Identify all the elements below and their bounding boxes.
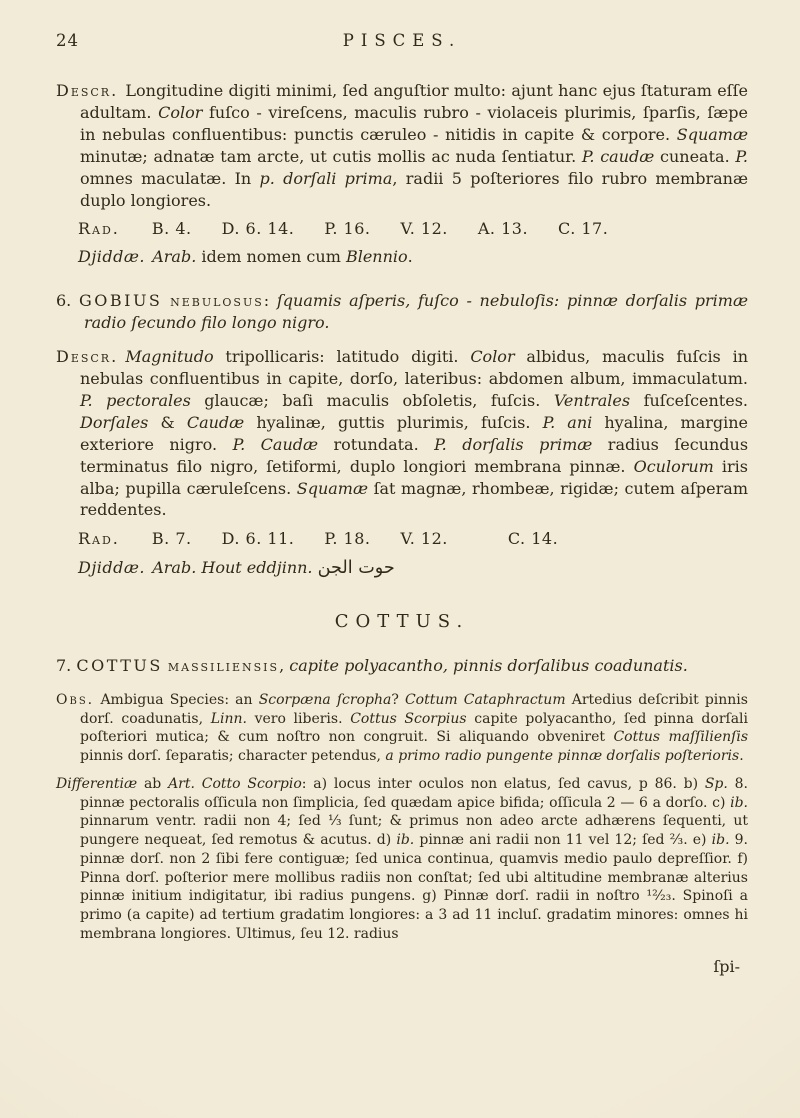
text-segment: Cotto Scorpio bbox=[201, 775, 302, 792]
ray-count-dorsal: D. 6. 14. bbox=[221, 219, 295, 239]
text-segment: Ventrales bbox=[553, 390, 631, 410]
text-segment: 8. pinnæ pectoralis oſſicula non ſimplicia, ſed quædam apice bifida; oſſicula 2 — 6 a dorſo. c) bbox=[80, 775, 749, 811]
text-segment bbox=[195, 776, 202, 792]
text-segment: Longitudine digiti minimi, ſed anguſtior multo: ajunt hanc ejus ſtaturam eſſe adultam. bbox=[80, 81, 748, 122]
local-name-label: Djiddæ. bbox=[78, 558, 146, 578]
differentiae-paragraph bbox=[56, 775, 748, 944]
descr-label: Descr. bbox=[56, 347, 119, 367]
text-segment: hyalina, margine exteriore nigro. bbox=[80, 412, 749, 454]
catchword: ſpi- bbox=[713, 956, 740, 976]
observations-block bbox=[56, 691, 748, 944]
cottus-species-heading bbox=[56, 655, 748, 677]
text-segment: 7. bbox=[56, 655, 77, 675]
arabic-name: حوت الجن bbox=[317, 558, 395, 579]
ray-count-pectoral: P. 16. bbox=[324, 219, 371, 239]
text-segment: Squamæ bbox=[676, 124, 748, 144]
text-segment: Cottum Cataphractum bbox=[404, 691, 566, 708]
text-segment: . bbox=[407, 247, 413, 267]
text-segment: vero liberis. bbox=[246, 710, 351, 727]
blennius-local-name-line bbox=[78, 246, 748, 268]
text-segment: 6. bbox=[56, 291, 79, 311]
text-segment: GOBIUS bbox=[78, 291, 163, 311]
text-segment: ib. bbox=[711, 832, 730, 849]
text-segment: Linn. bbox=[210, 710, 247, 727]
text-segment: Hout eddjinn. bbox=[201, 558, 313, 578]
text-segment: P. bbox=[735, 146, 748, 166]
text-segment: Color bbox=[470, 347, 515, 367]
ray-count-caudal: C. 14. bbox=[507, 529, 559, 549]
text-segment: ib. bbox=[730, 794, 748, 811]
gobius-ray-formula bbox=[78, 528, 748, 550]
text-segment: Caudæ bbox=[186, 412, 245, 432]
ray-formula-label: Rad. bbox=[78, 529, 120, 549]
text-segment: Differentiæ bbox=[56, 775, 138, 792]
text-segment: Scorpæna ſcropha bbox=[258, 691, 392, 708]
text-segment: : a) locus inter oculos non elatus, ſed cavus, p 86. b) bbox=[301, 775, 705, 792]
text-segment: glaucæ; baſi maculis obſoletis, fuſcis. bbox=[190, 390, 554, 410]
gobius-local-name-line bbox=[78, 556, 748, 580]
text-segment: Arab. bbox=[152, 558, 197, 578]
gobius-species-heading bbox=[56, 290, 748, 334]
text-segment: 9. pinnæ dorſ. non 2 ſibi fere contiguæ; ſed unica continua, quamvis medio paulo depreſſior. f) Pinna dorſ. poſterior mere mollibus radiis non conſtat; ſed ubi altitudine membranæ alterius pinnæ initium indigitatur, ibi radius pungens. g) Pinnæ dorſ. radii in noſtro ¹²⁄₂₃. Spinoſi a primo (a capite) ad tertium gradatim longiores: a 3 ad 11 incluſ. gradatim minores: omnes hi membrana longiores. Ultimus, ſeu 12. radius bbox=[80, 832, 749, 942]
text-segment: : bbox=[263, 291, 277, 311]
text-segment: massiliensis bbox=[167, 655, 280, 675]
text-segment: P. caudæ bbox=[581, 146, 655, 166]
text-segment: ſat magnæ, rhombeæ, rigidæ; cutem aſperam reddentes. bbox=[80, 478, 748, 520]
text-segment: Arab. bbox=[152, 247, 197, 267]
page-header bbox=[56, 30, 748, 56]
running-title: PISCES. bbox=[342, 31, 462, 50]
text-segment: Magnitudo bbox=[125, 347, 214, 367]
text-segment: capite polyacantho, pinnis dorſalibus coadunatis. bbox=[289, 655, 688, 675]
text-segment: Artedius deſcribit pinnis dorſ. coadunatis, bbox=[80, 691, 748, 727]
text-segment: COTTUS bbox=[76, 655, 163, 675]
cottus-section-heading: COTTUS. bbox=[334, 611, 470, 633]
text-segment: ? bbox=[391, 691, 405, 708]
text-segment: Art. bbox=[168, 775, 195, 792]
ray-count-pectoral: P. 18. bbox=[324, 529, 371, 549]
text-segment: albidus, maculis fuſcis in nebulas confluentibus in capite, dorſo, lateribus: abdomen album, immaculatum. bbox=[80, 347, 749, 388]
text-segment: Cottus Scorpius bbox=[350, 710, 467, 727]
text-segment: p. dorſali prima bbox=[259, 168, 393, 188]
text-segment: ſquamis aſperis, fuſco - nebuloſis: pinnæ dorſalis primæ radio ſecundo filo longo nigro. bbox=[84, 291, 748, 333]
gobius-description-paragraph bbox=[56, 346, 748, 521]
text-segment: P. Caudæ bbox=[232, 434, 319, 454]
descr-label: Descr. bbox=[56, 81, 119, 100]
ray-count-ventral: V. 12. bbox=[400, 219, 448, 239]
text-segment: fuſceſcentes. bbox=[630, 390, 749, 410]
text-segment: iris alba; pupilla cæruleſcens. bbox=[80, 456, 748, 498]
text-segment: Squamæ bbox=[296, 478, 368, 498]
page-number: 24 bbox=[56, 31, 79, 50]
text-segment: fuſco - vireſcens, maculis rubro - violaceis plurimis, ſparſis, ſæpe in nebulas confluentibus: punctis cæruleo - nitidis in capite & corpore. bbox=[80, 102, 749, 144]
text-segment: Oculorum bbox=[633, 456, 714, 476]
text-segment: minutæ; adnatæ tam arcte, ut cutis mollis ac nuda ſentiatur. bbox=[80, 146, 582, 166]
text-segment bbox=[162, 291, 170, 310]
text-segment: pinnis dorſ. ſeparatis; character petendus, bbox=[80, 748, 386, 765]
text-segment: & bbox=[148, 412, 187, 432]
blennius-description-paragraph bbox=[56, 80, 748, 211]
text-segment: P. ani bbox=[542, 412, 593, 432]
text-segment: hyalinæ, guttis plurimis, fuſcis. bbox=[244, 412, 543, 432]
text-segment: rotundata. bbox=[318, 434, 435, 454]
text-segment: cuneata. bbox=[654, 146, 736, 166]
ray-count-dorsal: D. 6. 11. bbox=[221, 529, 295, 549]
text-segment: Blennio bbox=[345, 247, 408, 267]
text-segment: tripollicaris: latitudo digiti. bbox=[213, 347, 471, 367]
text-segment: pinnarum ventr. radii non 4; ſed ⅓ ſunt; & primus non adeo arcte adhærens ſequenti, ut pungere nequeat, ſed remotus & acutus. d) bbox=[80, 813, 748, 849]
text-segment: pinnæ ani radii non 11 vel 12; ſed ⅔. e) bbox=[414, 832, 712, 849]
text-segment: Ambigua Species: an bbox=[100, 691, 259, 708]
text-segment: ab bbox=[137, 775, 169, 792]
ray-count-caudal: C. 17. bbox=[558, 219, 609, 239]
text-segment: nebulosus bbox=[170, 291, 264, 311]
obs-label: Obs. bbox=[56, 691, 95, 708]
text-segment: Dorſales bbox=[80, 412, 149, 432]
text-segment: Sp. bbox=[704, 775, 728, 792]
ray-count-ventral: V. 12. bbox=[400, 529, 448, 549]
text-segment: capite polyacantho, ſed pinna dorſali poſteriori mutica; & cum noſtro non congruit. Si aliquando obveniret bbox=[80, 710, 749, 746]
text-segment: Cottus maſſilienſis bbox=[613, 729, 749, 746]
text-segment: Color bbox=[158, 102, 203, 122]
blennius-ray-formula bbox=[78, 218, 748, 240]
obs-paragraph bbox=[56, 691, 748, 766]
text-segment: radius ſecundus terminatus filo nigro, ſetiformi, duplo longiori membrana pinnæ. bbox=[80, 434, 749, 476]
text-segment: P. dorſalis primæ bbox=[434, 434, 593, 454]
text-segment: a primo radio pungente pinnæ dorſalis poſterioris bbox=[385, 748, 740, 765]
ray-count-branchiostegal: B. 4. bbox=[151, 219, 192, 239]
text-segment: P. pectorales bbox=[80, 390, 191, 410]
ray-count-branchiostegal: B. 7. bbox=[151, 529, 192, 549]
text-segment: , bbox=[279, 655, 290, 675]
text-segment: ib. bbox=[396, 832, 415, 849]
ray-formula-label: Rad. bbox=[78, 219, 120, 239]
local-name-label: Djiddæ. bbox=[78, 247, 146, 267]
text-segment: omnes maculatæ. In bbox=[80, 168, 260, 188]
text-segment: . bbox=[739, 748, 744, 765]
ray-count-anal: A. 13. bbox=[477, 219, 529, 239]
text-segment: , radii 5 poſteriores filo rubro membranæ duplo longiores. bbox=[80, 168, 749, 210]
text-segment: idem nomen cum bbox=[196, 247, 346, 267]
